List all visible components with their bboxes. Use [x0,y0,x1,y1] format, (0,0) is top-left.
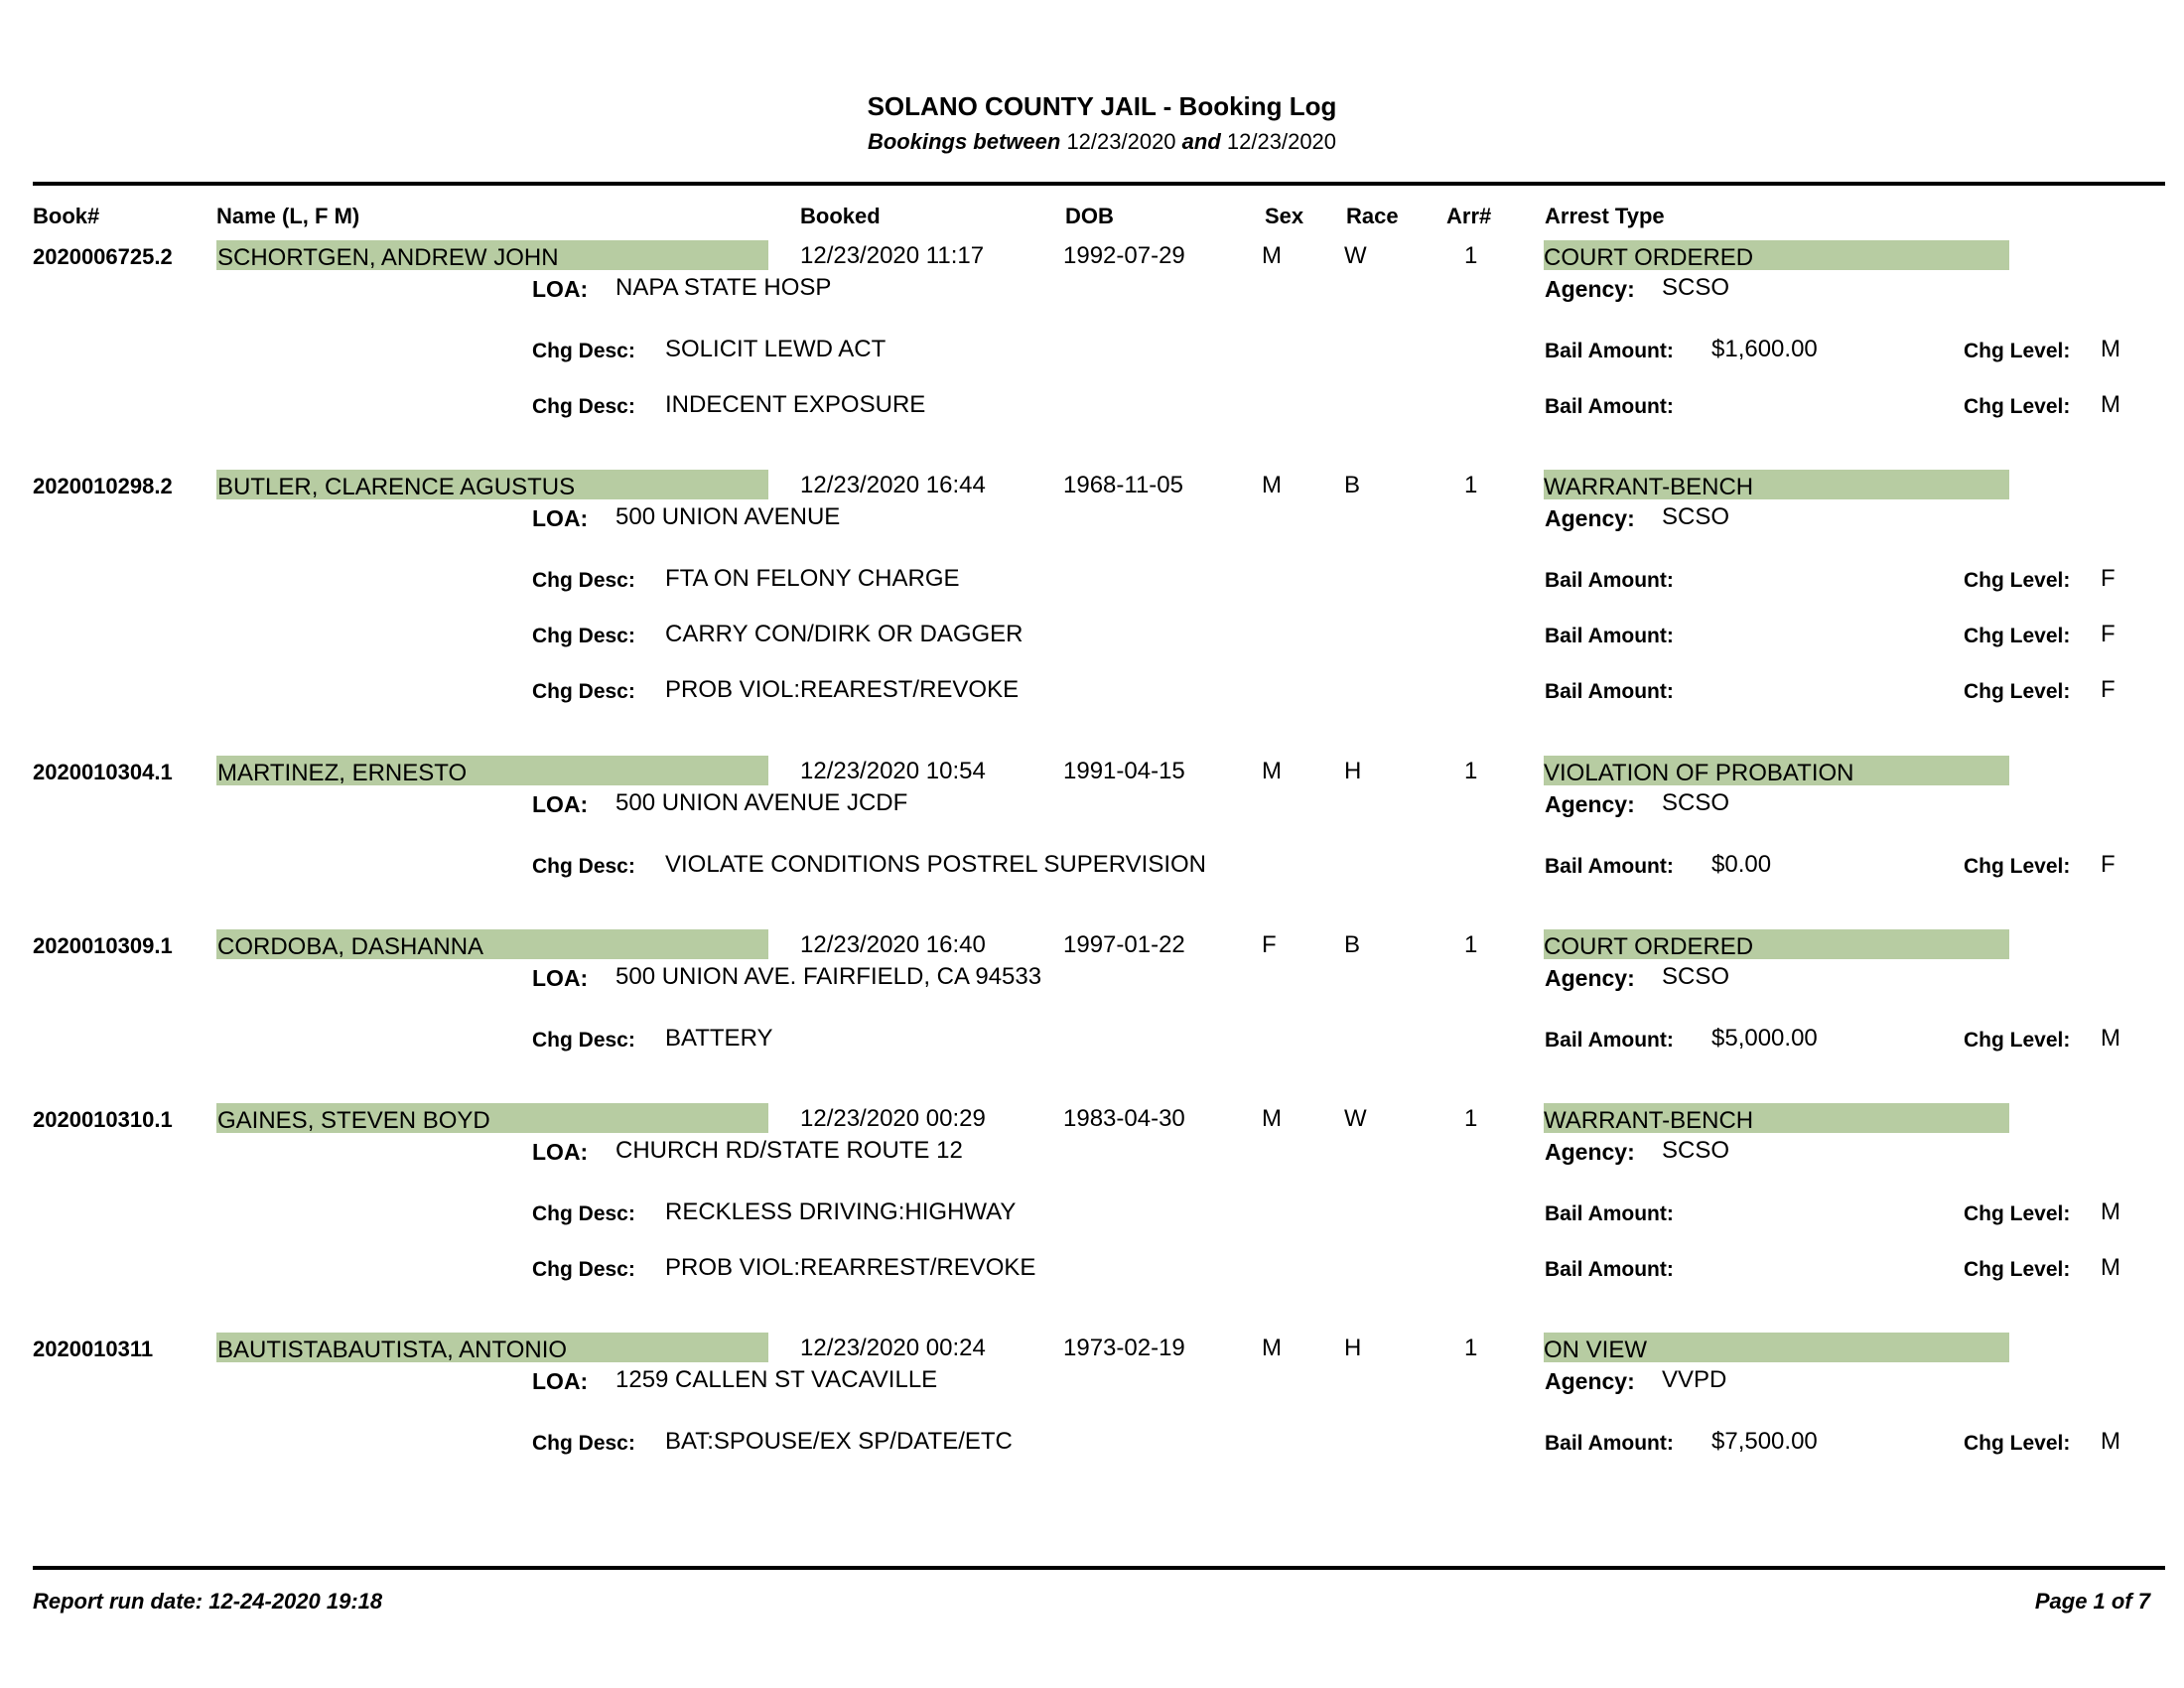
charge-desc-label: Chg Desc: [532,569,635,592]
charge-level: M [2101,1254,2120,1281]
charge-description: SOLICIT LEWD ACT [665,336,887,362]
col-booked: Booked [800,204,881,228]
date-of-birth: 1968-11-05 [1063,472,1183,498]
charge-description: RECKLESS DRIVING:HIGHWAY [665,1198,1017,1225]
booked-datetime: 12/23/2020 00:29 [800,1105,986,1132]
charge-desc-label: Chg Desc: [532,1258,635,1281]
bail-amount-label: Bail Amount: [1545,625,1674,647]
bail-amount-label: Bail Amount: [1545,680,1674,703]
header-divider [33,182,2165,186]
inmate-name: BUTLER, CLARENCE AGUSTUS [216,470,768,499]
loa-value: CHURCH RD/STATE ROUTE 12 [615,1137,963,1164]
loa-value: 500 UNION AVE. FAIRFIELD, CA 94533 [615,963,1042,990]
date-of-birth: 1983-04-30 [1063,1105,1185,1132]
agency-label: Agency: [1545,1368,1635,1394]
agency-value: SCSO [1662,1137,1730,1164]
charge-row [0,676,2184,706]
report-run-date: Report run date: 12-24-2020 19:18 [33,1589,383,1614]
charge-level-label: Chg Level: [1964,1202,2071,1225]
charge-description: PROB VIOL:REARREST/REVOKE [665,1254,1036,1281]
booked-datetime: 12/23/2020 10:54 [800,758,986,784]
sex: M [1262,1335,1282,1361]
race: B [1344,472,1361,498]
date-of-birth: 1991-04-15 [1063,758,1185,784]
loa-value: 500 UNION AVENUE [615,503,841,530]
loa-label: LOA: [532,1368,589,1394]
sex: M [1262,758,1282,784]
inmate-name: CORDOBA, DASHANNA [216,929,768,959]
loa-label: LOA: [532,276,589,302]
loa-value: NAPA STATE HOSP [615,274,832,301]
bail-amount-label: Bail Amount: [1545,340,1674,362]
arrest-number: 1 [1464,1335,1478,1361]
date-of-birth: 1992-07-29 [1063,242,1185,269]
race: W [1344,242,1367,269]
loa-value: 500 UNION AVENUE JCDF [615,789,908,816]
inmate-name: BAUTISTABAUTISTA, ANTONIO [216,1333,768,1362]
charge-description: INDECENT EXPOSURE [665,391,926,418]
charge-level-label: Chg Level: [1964,855,2071,878]
charge-row [0,1198,2184,1228]
date-of-birth: 1973-02-19 [1063,1335,1185,1361]
booked-datetime: 12/23/2020 00:24 [800,1335,986,1361]
charge-desc-label: Chg Desc: [532,625,635,647]
col-arrest-type: Arrest Type [1545,204,1665,228]
charge-level: F [2101,565,2116,592]
arrest-number: 1 [1464,758,1478,784]
charge-level: M [2101,1198,2120,1225]
agency-label: Agency: [1545,505,1635,531]
charge-desc-label: Chg Desc: [532,1029,635,1052]
booked-datetime: 12/23/2020 16:40 [800,931,986,958]
race: H [1344,758,1362,784]
charge-desc-label: Chg Desc: [532,340,635,362]
col-name: Name (L, F M) [216,204,360,228]
arrest-number: 1 [1464,242,1478,269]
booking-number: 2020006725.2 [33,244,173,269]
booked-datetime: 12/23/2020 11:17 [800,242,985,269]
col-book: Book# [33,204,100,228]
charge-desc-label: Chg Desc: [532,395,635,418]
charge-desc-label: Chg Desc: [532,855,635,878]
charge-row [0,621,2184,650]
charge-description: BATTERY [665,1025,773,1052]
agency-value: SCSO [1662,274,1730,301]
arrest-type: WARRANT-BENCH [1544,470,2009,499]
agency-value: SCSO [1662,789,1730,816]
charge-level-label: Chg Level: [1964,680,2071,703]
charge-level: M [2101,1025,2120,1052]
charge-level-label: Chg Level: [1964,395,2071,418]
arrest-type: COURT ORDERED [1544,240,2009,270]
loa-label: LOA: [532,791,589,817]
bail-amount: $7,500.00 [1711,1428,1818,1455]
agency-label: Agency: [1545,276,1635,302]
agency-value: SCSO [1662,503,1730,530]
charge-level-label: Chg Level: [1964,1432,2071,1455]
charge-level: M [2101,1428,2120,1455]
arrest-number: 1 [1464,931,1478,958]
arrest-number: 1 [1464,472,1478,498]
charge-level: F [2101,676,2116,703]
inmate-name: MARTINEZ, ERNESTO [216,756,768,785]
bail-amount-label: Bail Amount: [1545,1202,1674,1225]
booking-number: 2020010309.1 [33,933,173,958]
charge-row [0,336,2184,365]
charge-level-label: Chg Level: [1964,569,2071,592]
charge-level: M [2101,336,2120,362]
charge-level-label: Chg Level: [1964,340,2071,362]
bail-amount-label: Bail Amount: [1545,1029,1674,1052]
charge-row [0,565,2184,595]
agency-label: Agency: [1545,965,1635,991]
arrest-type: WARRANT-BENCH [1544,1103,2009,1133]
bail-amount: $5,000.00 [1711,1025,1818,1052]
col-race: Race [1346,204,1399,228]
agency-label: Agency: [1545,791,1635,817]
agency-value: SCSO [1662,963,1730,990]
agency-value: VVPD [1662,1366,1727,1393]
date-from: 12/23/2020 [1066,129,1176,154]
loa-label: LOA: [532,1139,589,1165]
charge-row [0,851,2184,881]
charge-level-label: Chg Level: [1964,1029,2071,1052]
charge-description: BAT:SPOUSE/EX SP/DATE/ETC [665,1428,1013,1455]
bail-amount-label: Bail Amount: [1545,569,1674,592]
bail-amount-label: Bail Amount: [1545,395,1674,418]
charge-row [0,1254,2184,1284]
bail-amount-label: Bail Amount: [1545,1432,1674,1455]
inmate-name: GAINES, STEVEN BOYD [216,1103,768,1133]
sex: M [1262,242,1282,269]
sex: M [1262,472,1282,498]
subtitle-label-and: and [1181,129,1221,154]
loa-value: 1259 CALLEN ST VACAVILLE [615,1366,938,1393]
race: W [1344,1105,1367,1132]
charge-row [0,1428,2184,1458]
col-dob: DOB [1065,204,1114,228]
booking-number: 2020010298.2 [33,474,173,498]
charge-level: F [2101,621,2116,647]
arrest-type: VIOLATION OF PROBATION [1544,756,2009,785]
booking-number: 2020010311 [33,1336,154,1361]
charge-desc-label: Chg Desc: [532,1432,635,1455]
bail-amount: $1,600.00 [1711,336,1818,362]
arrest-type: ON VIEW [1544,1333,2009,1362]
bail-amount-label: Bail Amount: [1545,855,1674,878]
charge-description: CARRY CON/DIRK OR DAGGER [665,621,1024,647]
charge-row [0,1025,2184,1055]
date-of-birth: 1997-01-22 [1063,931,1185,958]
charge-level: F [2101,851,2116,878]
arrest-type: COURT ORDERED [1544,929,2009,959]
subtitle-label-between: Bookings between [867,129,1061,154]
loa-label: LOA: [532,505,589,531]
charge-level: M [2101,391,2120,418]
arrest-number: 1 [1464,1105,1478,1132]
charge-description: VIOLATE CONDITIONS POSTREL SUPERVISION [665,851,1207,878]
col-sex: Sex [1265,204,1304,228]
charge-level-label: Chg Level: [1964,1258,2071,1281]
booking-number: 2020010304.1 [33,760,173,784]
race: B [1344,931,1361,958]
report-title: SOLANO COUNTY JAIL - Booking Log [867,91,1337,121]
page-number: Page 1 of 7 [2034,1589,2150,1614]
sex: M [1262,1105,1282,1132]
sex: F [1262,931,1277,958]
agency-label: Agency: [1545,1139,1635,1165]
bail-amount-label: Bail Amount: [1545,1258,1674,1281]
race: H [1344,1335,1362,1361]
booking-number: 2020010310.1 [33,1107,173,1132]
charge-level-label: Chg Level: [1964,625,2071,647]
bail-amount: $0.00 [1711,851,1772,878]
report-subtitle [0,129,2184,155]
charge-desc-label: Chg Desc: [532,1202,635,1225]
charge-description: FTA ON FELONY CHARGE [665,565,960,592]
inmate-name: SCHORTGEN, ANDREW JOHN [216,240,768,270]
charge-desc-label: Chg Desc: [532,680,635,703]
col-arr: Arr# [1446,204,1492,228]
footer-divider [33,1566,2165,1570]
date-to: 12/23/2020 [1226,129,1337,154]
loa-label: LOA: [532,965,589,991]
booked-datetime: 12/23/2020 16:44 [800,472,986,498]
charge-row [0,391,2184,421]
charge-description: PROB VIOL:REAREST/REVOKE [665,676,1020,703]
